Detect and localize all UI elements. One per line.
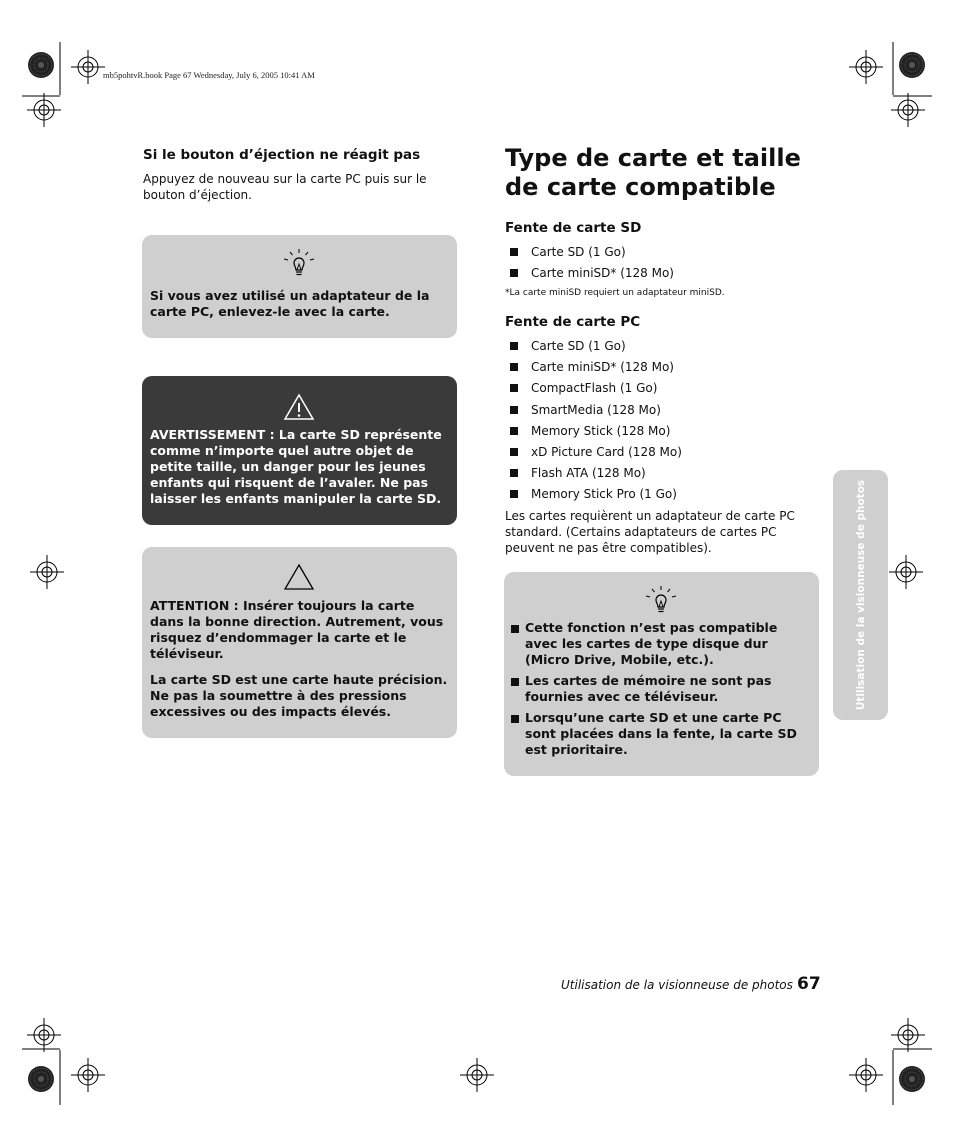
page-title: Type de carte et taille de carte compatible (505, 144, 801, 201)
list-item: Carte miniSD* (128 Mo) (505, 265, 825, 286)
sd-footnote: *La carte miniSD requiert un adaptateur miniSD. (505, 288, 725, 298)
tip-box-adapter (142, 235, 457, 338)
lightbulb-icon (643, 584, 679, 618)
footer-chapter-title: Utilisation de la visionneuse de photos (561, 978, 793, 992)
caution-box (142, 547, 457, 738)
caution-text-1: ATTENTION : Insérer toujours la carte dans la bonne direction. Autrement, vous risquez d’endommager la carte et le téléviseur. (150, 598, 444, 661)
list-item: Memory Stick Pro (1 Go) (505, 486, 825, 507)
chapter-side-tab (833, 470, 888, 720)
list-item: Les cartes de mémoire ne sont pas fournies avec ce téléviseur. (511, 673, 813, 705)
list-item: CompactFlash (1 Go) (505, 380, 825, 401)
page-number: 67 (797, 974, 821, 994)
list-item: xD Picture Card (128 Mo) (505, 444, 825, 465)
sd-slot-heading: Fente de carte SD (505, 220, 642, 236)
warning-text: AVERTISSEMENT : La carte SD représente comme n’importe quel autre objet de petite taille, un danger pour les jeunes enfants qui risquent de l’avaler. Ne pas laisser les enfants manipuler la carte SD. (150, 427, 442, 506)
eject-body: Appuyez de nouveau sur la carte PC puis sur le bouton d’éjection. (143, 172, 427, 202)
tip-box-cards (504, 572, 819, 776)
list-item: Carte SD (1 Go) (505, 244, 825, 265)
lightbulb-icon (281, 247, 317, 281)
list-item: Carte miniSD* (128 Mo) (505, 359, 825, 380)
eject-heading: Si le bouton d’éjection ne réagit pas (143, 147, 421, 163)
warning-triangle-icon (283, 393, 315, 421)
list-item: Cette fonction n’est pas compatible avec les cartes de type disque dur (Micro Drive, Mobile, etc.). (511, 620, 813, 668)
list-item: Carte SD (1 Go) (505, 338, 825, 359)
warning-box (142, 376, 457, 525)
pc-slot-list (505, 338, 825, 508)
print-header: mb5pohtvR.book Page 67 Wednesday, July 6, 2005 10:41 AM (103, 70, 315, 80)
caution-text-2: La carte SD est une carte haute précision. Ne pas la soumettre à des pressions excessives ou des impacts élevés. (150, 672, 448, 719)
chapter-side-tab-label: Utilisation de la visionneuse de photos (854, 479, 867, 711)
list-item: Lorsqu’une carte SD et une carte PC sont placées dans la fente, la carte SD est prioritaire. (511, 710, 813, 758)
list-item: Flash ATA (128 Mo) (505, 465, 825, 486)
tip-cards-list (511, 620, 813, 763)
caution-triangle-icon (283, 563, 315, 591)
list-item: Memory Stick (128 Mo) (505, 423, 825, 444)
sd-slot-list (505, 244, 825, 286)
list-item: SmartMedia (128 Mo) (505, 402, 825, 423)
pc-slot-body: Les cartes requièrent un adaptateur de carte PC standard. (Certains adaptateurs de cartes PC peuvent ne pas être compatibles). (505, 509, 795, 555)
tip-adapter-text: Si vous avez utilisé un adaptateur de la carte PC, enlevez-le avec la carte. (150, 288, 430, 319)
pc-slot-heading: Fente de carte PC (505, 314, 641, 330)
